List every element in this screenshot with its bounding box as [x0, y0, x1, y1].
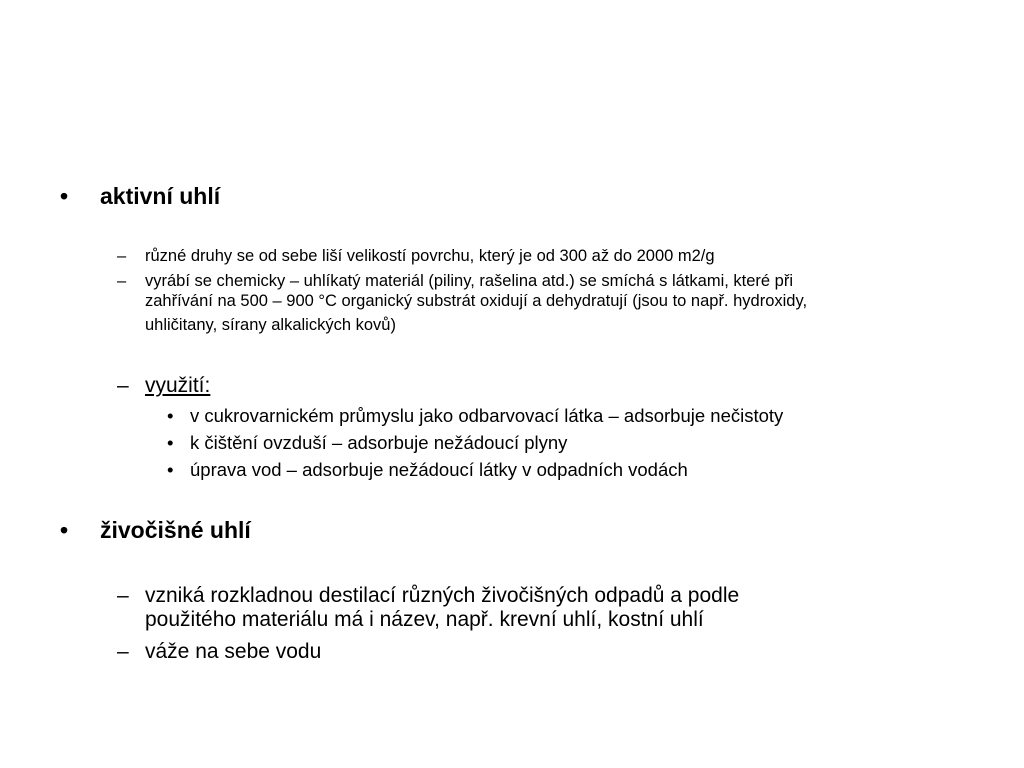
item-text-line: různé druhy se od sebe liší velikostí povrchu, který je od 300 až do 2000 m2/g	[145, 247, 715, 265]
section-bullet: •	[60, 517, 69, 543]
usage-item: úprava vod – adsorbuje nežádoucí látky v odpadních vodách	[190, 459, 688, 480]
item-text-line: použitého materiálu má i název, např. krevní uhlí, kostní uhlí	[145, 608, 704, 631]
usage-item: k čištění ovzduší – adsorbuje nežádoucí plyny	[190, 432, 568, 453]
dash-marker: –	[117, 640, 129, 663]
dash-marker: –	[117, 374, 129, 397]
item-text-line: vzniká rozkladnou destilací různých živočišných odpadů a podle	[145, 584, 740, 607]
sub-bullet: •	[167, 459, 174, 480]
dash-marker: –	[117, 584, 129, 607]
item-text-line: vyrábí se chemicky – uhlíkatý materiál (piliny, rašelina atd.) se smíchá s látkami, které při	[145, 272, 794, 290]
sub-bullet: •	[167, 405, 174, 426]
sub-bullet: •	[167, 432, 174, 453]
dash-marker: –	[117, 272, 127, 290]
section-bullet: •	[60, 183, 69, 209]
usage-item: v cukrovarnickém průmyslu jako odbarvovací látka – adsorbuje nečistoty	[190, 405, 784, 426]
section-title-aktivni-uhli: aktivní uhlí	[100, 183, 221, 209]
item-text-line: váže na sebe vodu	[145, 640, 322, 663]
section-title-zivocisne-uhli: živočišné uhlí	[100, 517, 251, 543]
item-text-line: zahřívání na 500 – 900 °C organický substrát oxidují a dehydratují (jsou to např. hydroxidy,	[145, 292, 808, 310]
item-text-line: uhličitany, sírany alkalických kovů)	[145, 316, 396, 334]
dash-marker: –	[117, 247, 127, 265]
usage-heading: využití:	[145, 374, 211, 397]
